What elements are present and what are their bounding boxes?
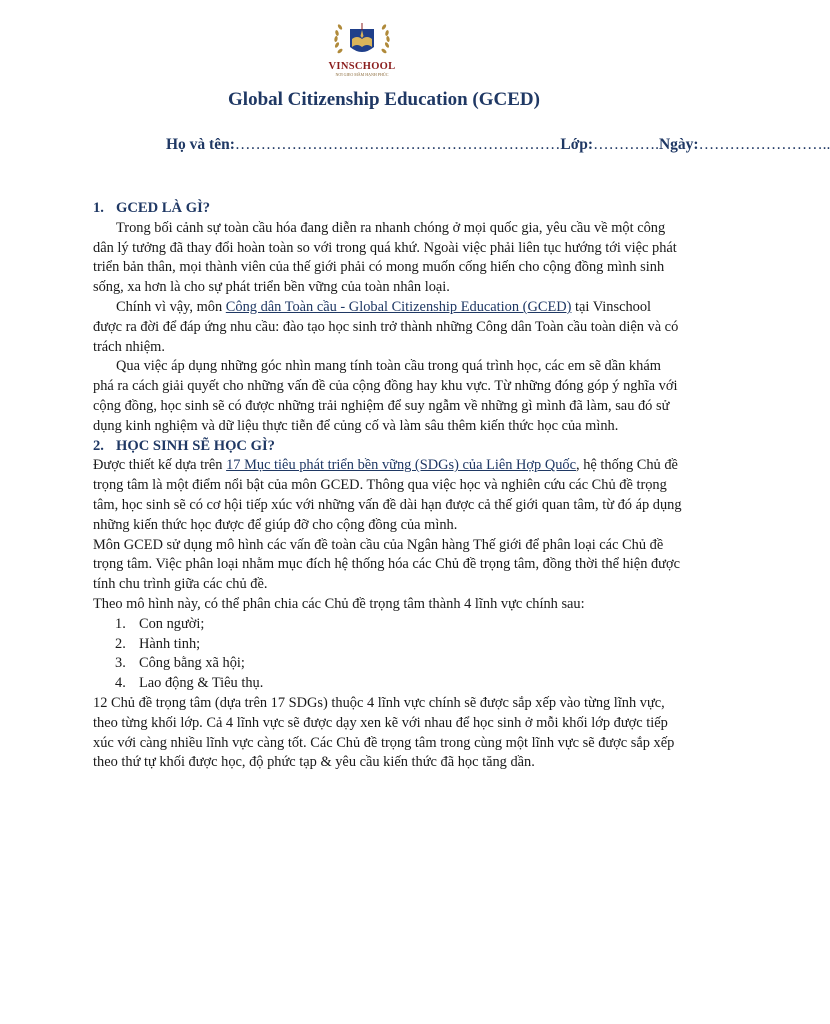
class-field[interactable]: …………. <box>593 136 659 153</box>
section-1-paragraph-1: Trong bối cảnh sự toàn cầu hóa đang diễn ra nhanh chóng ở mọi quốc gia, yêu cầu về một công dân lý tưởng đã thay đổi hoàn toàn so với trong quá khứ. Ngoài việc phải liên tục hướng tới việc phát triển bản thân, mọi thành viên của thế giới phải có mong muốn cống hiến cho cộng đồng mình sinh sống, xa hơn là cho sự phát triển bền vững của toàn nhân loại. <box>93 219 677 296</box>
name-label: Họ và tên: <box>166 136 235 153</box>
list-item <box>93 674 683 694</box>
gced-course-link[interactable]: Công dân Toàn cầu - Global Citizenship Education (GCED) <box>225 298 572 315</box>
section-2-heading <box>93 437 683 457</box>
list-item <box>93 615 683 635</box>
list-text: Con người; <box>139 615 205 632</box>
date-field[interactable]: …………………….. <box>698 136 830 153</box>
list-item <box>93 635 683 655</box>
list-number: 4. <box>115 675 126 692</box>
class-label: Lớp: <box>560 136 594 153</box>
list-number: 3. <box>115 655 126 672</box>
section-1-heading <box>93 199 683 219</box>
section-1-title: GCED LÀ GÌ? <box>116 200 211 216</box>
logo-tagline: NƠI GIEO MẦM HẠNH PHÚC <box>335 72 389 77</box>
list-number: 1. <box>115 615 126 632</box>
document-title: Global Citizenship Education (GCED) <box>228 89 540 110</box>
list-item <box>93 654 683 674</box>
student-info-line <box>166 135 830 155</box>
list-text: Lao động & Tiêu thụ. <box>139 675 264 692</box>
laurel-book-emblem-icon <box>326 17 398 63</box>
paragraph-text: , hệ thống Chủ đề trọng tâm là một điểm nổi bật của môn GCED. Thông qua việc học và nghiên cứu các Chủ đề trọng tâm, học sinh sẽ có cơ hội tiếp xúc với những vấn đề dài hạn được cả thế giới quan tâm, từ đó áp dụng những kiến thức học được để giúp đỡ cho cộng đồng của mình. <box>93 457 682 533</box>
sdgs-link[interactable]: 17 Mục tiêu phát triển bền vững (SDGs) của Liên Hợp Quốc <box>226 457 577 474</box>
list-number: 2. <box>115 635 126 652</box>
list-text: Hành tinh; <box>139 635 201 652</box>
section-2-number: 2. <box>93 437 104 454</box>
section-2-paragraph-2: Môn GCED sử dụng mô hình các vấn đề toàn cầu của Ngân hàng Thế giới để phân loại các Chủ đề trọng tâm. Việc phân loại nhằm mục đích hệ thống hóa các Chủ đề trọng tâm, đồng thời thể hiện được tính chu trình giữa các chủ đề. <box>93 536 680 593</box>
list-text: Công bằng xã hội; <box>139 655 245 672</box>
section-2-paragraph-3: Theo mô hình này, có thể phân chia các Chủ đề trọng tâm thành 4 lĩnh vực chính sau: <box>93 595 585 612</box>
section-2-paragraph-4: 12 Chủ đề trọng tâm (dựa trên 17 SDGs) thuộc 4 lĩnh vực chính sẽ được sắp xếp vào từng lĩnh vực, theo từng khối lớp. Cả 4 lĩnh vực sẽ được dạy xen kẽ với nhau để học sinh ở mỗi khối lớp được tiếp xúc với càng nhiều lĩnh vực càng tốt. Các Chủ đề trọng tâm trong cùng một lĩnh vực sẽ được sắp xếp theo thứ tự khối được học, độ phức tạp & yêu cầu kiến thức đã học tăng dần. <box>93 694 675 771</box>
section-1-paragraph-3: Qua việc áp dụng những góc nhìn mang tính toàn cầu trong quá trình học, các em sẽ dần khám phá ra cách giải quyết cho những vấn đề của cộng đồng hay khu vực. Từ những đóng góp ý nghĩa với cộng đồng, học sinh sẽ có được những trải nghiệm để suy ngẫm về những gì mình đã làm, sau đó sử dụng kinh nghiệm và dữ liệu thực tiễn để củng cố và làm sâu thêm kiến thức học của mình. <box>93 358 678 434</box>
paragraph-text: tại Vinschool được ra đời để đáp ứng nhu cầu: đào tạo học sinh trở thành những Công dân Toàn cầu toàn diện và có trách nhiệm. <box>93 298 679 355</box>
section-1-paragraph-2 <box>93 298 683 357</box>
section-2-paragraph-1 <box>93 456 683 535</box>
document-body <box>93 199 683 773</box>
vinschool-logo <box>326 17 398 77</box>
section-1-number: 1. <box>93 200 104 216</box>
paragraph-text: Chính vì vậy, môn <box>116 298 226 315</box>
date-label: Ngày: <box>658 136 699 153</box>
name-field[interactable]: ……………………………………………………… <box>234 136 561 153</box>
focus-areas-list <box>93 615 683 694</box>
paragraph-text: Được thiết kế dựa trên <box>93 457 227 474</box>
section-2-title: HỌC SINH SẼ HỌC GÌ? <box>116 437 275 454</box>
logo-wordmark: VINSCHOOL <box>328 61 396 72</box>
